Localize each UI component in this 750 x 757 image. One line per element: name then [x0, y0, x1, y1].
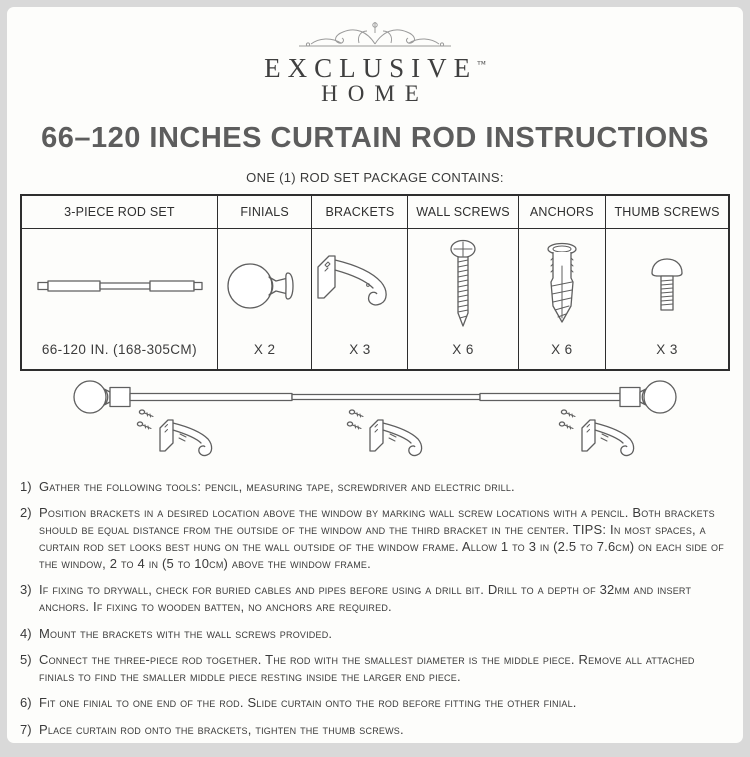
step-number: 6): [20, 695, 32, 711]
anchor-icon: [542, 240, 582, 332]
step-text: Position brackets in a desired location above the window by marking wall screw locations with a pencil. Both brackets should be equal distance from the outside of the window and the third bracket in the center. TIPS: In most spaces, a curtain rod set looks best hung on the wall outside of the window frame. Allow 1 to 3 in (2.5 to 7.6cm) on each side of the window, 2 to 4 in (5 to 10cm) above the window frame.: [39, 505, 724, 572]
instruction-step-4: [20, 626, 731, 643]
page-title: 66–120 INCHES CURTAIN ROD INSTRUCTIONS: [41, 122, 709, 154]
brand-name-exclusive: EXCLUSIVE™: [264, 53, 486, 83]
column-header-wall-screws: WALL SCREWS: [407, 196, 517, 229]
step-number: 4): [20, 625, 32, 641]
rod-size-label: 66-120 IN. (168-305CM): [41, 342, 197, 357]
wall-screw-icon: [446, 239, 480, 333]
bracket-icon: [314, 247, 406, 325]
step-number: 7): [20, 721, 32, 737]
column-header-anchors: ANCHORS: [518, 196, 606, 229]
trademark-symbol: ™: [477, 59, 486, 69]
instructions-list: [7, 479, 743, 739]
table-cell-wall-screws: [407, 229, 517, 369]
table-cell-rod-set: [22, 229, 217, 369]
column-header-brackets: BRACKETS: [311, 196, 407, 229]
table-cell-thumb-screws: [605, 229, 728, 369]
step-text: Fit one finial to one end of the rod. Slide curtain onto the rod before fitting the other finial.: [39, 695, 577, 711]
column-header-finials: FINIALS: [217, 196, 312, 229]
step-number: 1): [20, 479, 32, 494]
package-contains-heading: ONE (1) ROD SET PACKAGE CONTAINS:: [246, 170, 504, 185]
table-cell-anchors: [518, 229, 606, 369]
column-header-thumb-screws: THUMB SCREWS: [605, 196, 728, 229]
package-contents-table: [20, 194, 730, 371]
anchor-qty-label: X 6: [551, 342, 573, 357]
instruction-step-3: [20, 582, 731, 616]
step-text: Place curtain rod onto the brackets, tighten the thumb screws.: [39, 721, 404, 737]
wall-screw-qty-label: X 6: [452, 342, 474, 357]
instruction-step-2: [20, 505, 731, 573]
table-cell-finials: [217, 229, 312, 369]
thumb-screw-icon: [646, 255, 688, 317]
thumb-screw-qty-label: X 3: [656, 342, 678, 357]
step-text: Connect the three-piece rod together. The rod with the smallest diameter is the middle piece. Remove all attached finials to find the smaller middle piece resting inside the larger end piece.: [39, 652, 695, 685]
instruction-step-6: [20, 695, 731, 712]
step-number: 3): [20, 582, 32, 598]
instruction-step-5: [20, 652, 731, 686]
finial-icon: [224, 257, 306, 315]
step-text: Gather the following tools: pencil, measuring tape, screwdriver and electric drill.: [39, 479, 515, 494]
table-cell-brackets: [311, 229, 407, 369]
assembly-illustration: [7, 374, 743, 471]
brand-logo: [7, 7, 743, 107]
bracket-qty-label: X 3: [349, 342, 371, 357]
step-text: Mount the brackets with the wall screws provided.: [39, 625, 333, 641]
brand-name-home: HOME: [321, 81, 429, 106]
rod-3piece-icon: [34, 273, 204, 299]
finial-qty-label: X 2: [253, 342, 276, 357]
instruction-sheet: [7, 7, 743, 743]
step-text: If fixing to drywall, check for buried cables and pipes before using a drill bit. Drill to a depth of 32mm and insert anchors. If fixing to wooden batten, no anchors are required.: [39, 582, 692, 615]
column-header-rod-set: 3-PIECE ROD SET: [22, 196, 217, 229]
step-number: 2): [20, 505, 32, 521]
instruction-step-1: [20, 479, 731, 496]
filigree-crest-icon: [285, 19, 465, 51]
step-number: 5): [20, 652, 32, 668]
assembled-rod-with-brackets-icon: [10, 374, 740, 466]
instruction-step-7: [20, 722, 731, 739]
